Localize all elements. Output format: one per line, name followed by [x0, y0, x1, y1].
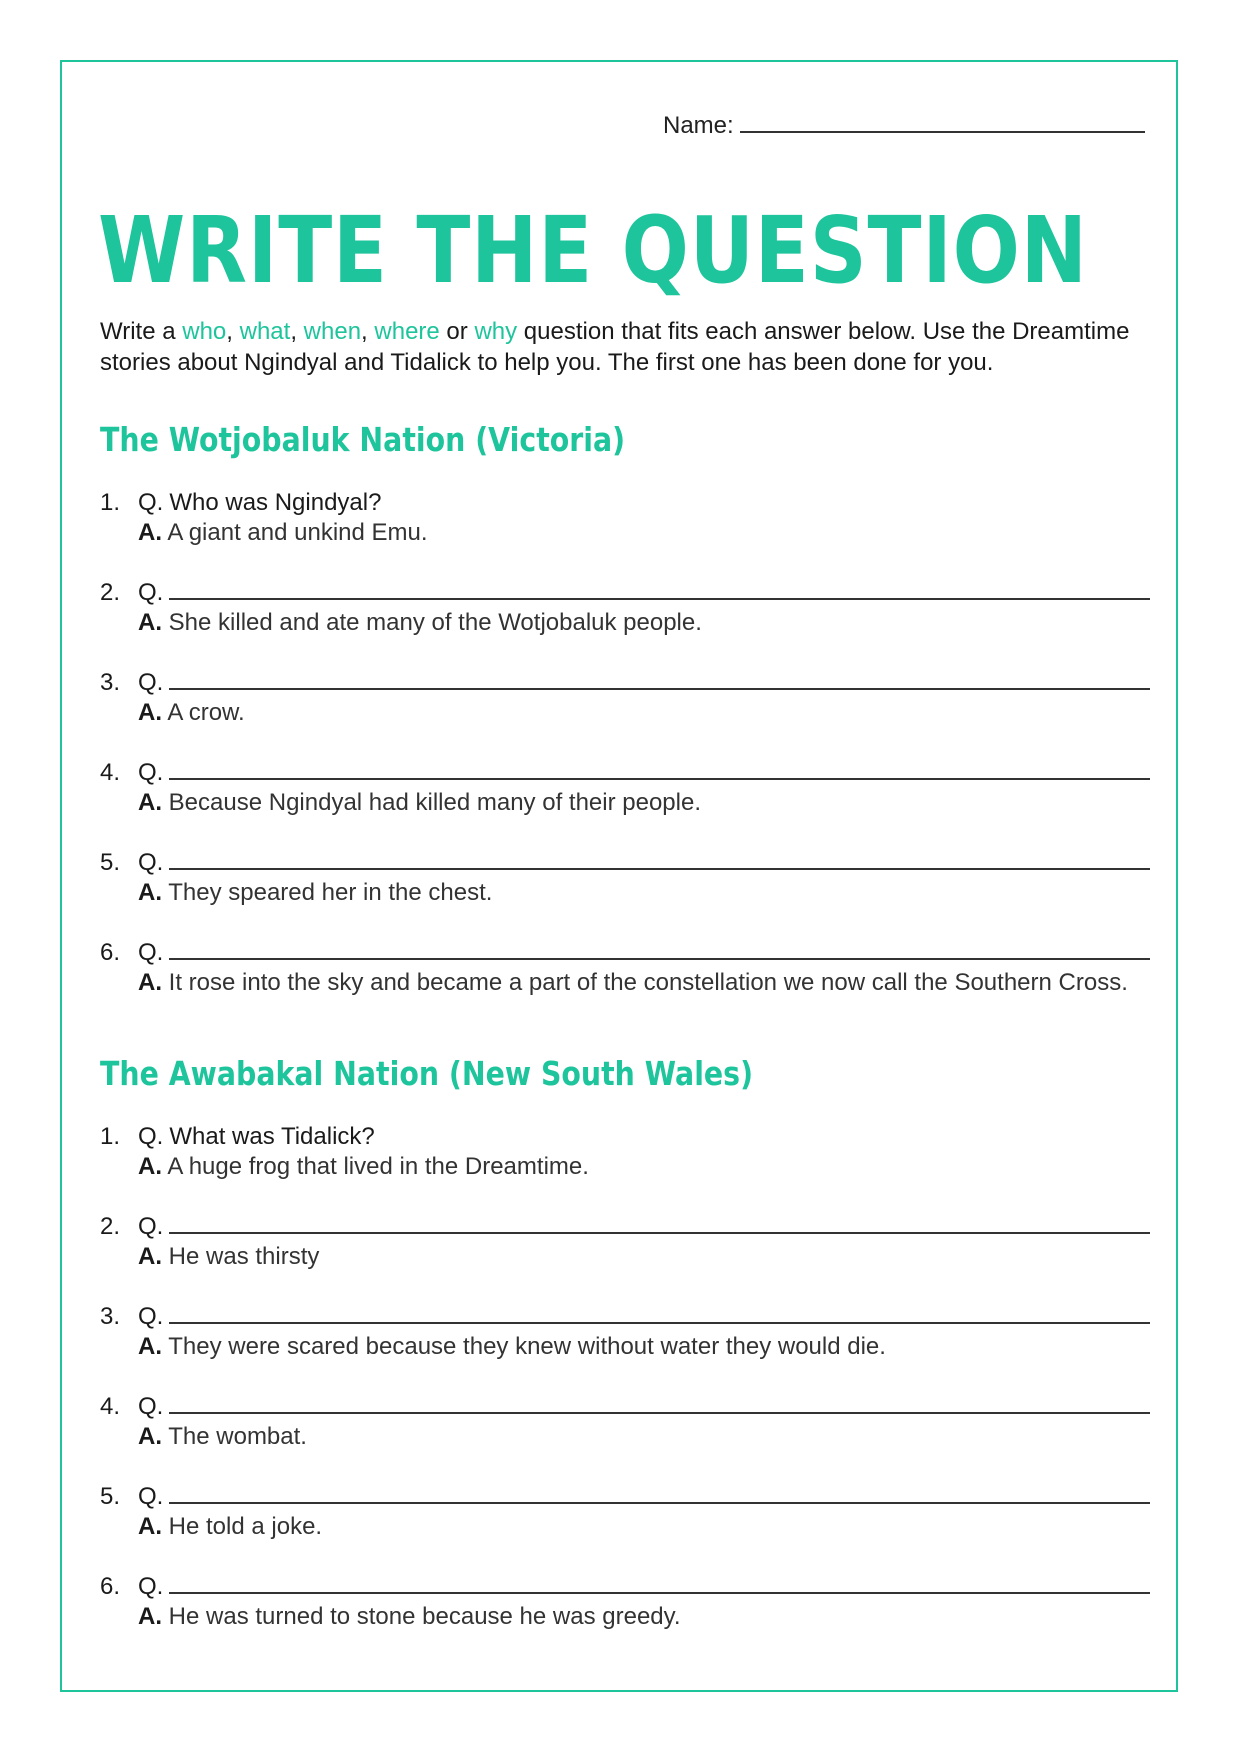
- question-item: [100, 578, 1150, 638]
- answer-label: A.: [138, 1153, 162, 1180]
- name-field[interactable]: [740, 113, 1145, 133]
- item-number: 6.: [100, 939, 121, 966]
- question-label: Q.: [138, 1393, 164, 1420]
- answer-row: [100, 1602, 1150, 1632]
- question-answer-line[interactable]: [169, 1574, 1150, 1594]
- answer-text: A crow.: [162, 699, 245, 726]
- page-title: WRITE THE QUESTION: [98, 197, 1088, 304]
- answer-row: [100, 518, 1150, 548]
- question-answer-line[interactable]: [169, 1304, 1150, 1324]
- answer-text: A huge frog that lived in the Dreamtime.: [162, 1153, 589, 1180]
- answer-label: A.: [138, 1423, 162, 1450]
- answer-row: [100, 788, 1150, 818]
- answer-row: [100, 968, 1150, 998]
- instructions-separator: ,: [290, 318, 304, 345]
- answer-text: The wombat.: [162, 1423, 307, 1450]
- instructions-separator: ,: [361, 318, 375, 345]
- answer-label: A.: [138, 1513, 162, 1540]
- answer-label: A.: [138, 1603, 162, 1630]
- question-item: [100, 1302, 1150, 1362]
- question-row: [100, 1482, 1150, 1512]
- item-number: 5.: [100, 849, 121, 876]
- question-answer-line[interactable]: [169, 580, 1150, 600]
- question-text: What was Tidalick?: [169, 1123, 375, 1150]
- keyword-where: where: [374, 318, 440, 345]
- answer-label: A.: [138, 699, 162, 726]
- answer-label: A.: [138, 969, 162, 996]
- item-number: 1.: [100, 489, 121, 516]
- question-label: Q.: [138, 1483, 164, 1510]
- answer-row: [100, 878, 1150, 908]
- question-answer-line[interactable]: [169, 670, 1150, 690]
- question-item: [100, 848, 1150, 908]
- answer-row: [100, 1332, 1150, 1362]
- answer-row: [100, 1152, 1150, 1182]
- question-item: [100, 488, 1150, 548]
- question-label: Q.: [138, 939, 164, 966]
- question-label: Q.: [138, 1213, 164, 1240]
- item-number: 2.: [100, 579, 121, 606]
- question-answer-line[interactable]: [169, 850, 1150, 870]
- name-row: [663, 112, 1145, 140]
- item-number: 3.: [100, 1303, 121, 1330]
- question-row: [100, 1572, 1150, 1602]
- question-row: [100, 488, 1150, 518]
- answer-row: [100, 1242, 1150, 1272]
- answer-label: A.: [138, 1243, 162, 1270]
- question-row: [100, 578, 1150, 608]
- question-item: [100, 938, 1150, 998]
- answer-label: A.: [138, 789, 162, 816]
- item-number: 1.: [100, 1123, 121, 1150]
- name-label: Name:: [663, 112, 734, 139]
- instructions-separator: or: [439, 318, 475, 345]
- question-answer-line[interactable]: [169, 1214, 1150, 1234]
- keyword-what: what: [239, 318, 291, 345]
- question-row: [100, 1212, 1150, 1242]
- answer-text: He was turned to stone because he was greedy.: [162, 1603, 681, 1630]
- item-number: 4.: [100, 1393, 121, 1420]
- keyword-who: who: [182, 318, 227, 345]
- question-answer-line[interactable]: [169, 1484, 1150, 1504]
- question-text: Who was Ngindyal?: [169, 489, 382, 516]
- question-item: [100, 1212, 1150, 1272]
- answer-label: A.: [138, 879, 162, 906]
- question-row: [100, 668, 1150, 698]
- answer-row: [100, 698, 1150, 728]
- question-row: [100, 1392, 1150, 1422]
- item-number: 3.: [100, 669, 121, 696]
- question-label: Q.: [138, 849, 164, 876]
- item-number: 4.: [100, 759, 121, 786]
- answer-text: They speared her in the chest.: [162, 879, 493, 906]
- answer-text: He was thirsty: [162, 1243, 320, 1270]
- keyword-why: why: [474, 318, 518, 345]
- answer-label: A.: [138, 519, 162, 546]
- question-label: Q.: [138, 1123, 164, 1150]
- question-row: [100, 758, 1150, 788]
- question-item: [100, 1482, 1150, 1542]
- question-label: Q.: [138, 1573, 164, 1600]
- keyword-when: when: [303, 318, 362, 345]
- question-answer-line[interactable]: [169, 940, 1150, 960]
- instructions-text: Write a: [100, 318, 183, 345]
- instructions: [100, 316, 1160, 378]
- section-heading: The Wotjobaluk Nation (Victoria): [100, 420, 626, 459]
- answer-text: She killed and ate many of the Wotjobaluk people.: [162, 609, 702, 636]
- item-number: 5.: [100, 1483, 121, 1510]
- question-row: [100, 938, 1150, 968]
- question-row: [100, 1302, 1150, 1332]
- question-label: Q.: [138, 489, 164, 516]
- question-label: Q.: [138, 1303, 164, 1330]
- instructions-text: question that fits each answer below. Use the Dreamtime stories about Ngindyal and Tidalick to help you. The first one has been done for you.: [100, 318, 1130, 376]
- answer-row: [100, 1512, 1150, 1542]
- answer-row: [100, 608, 1150, 638]
- question-answer-line[interactable]: [169, 760, 1150, 780]
- question-label: Q.: [138, 759, 164, 786]
- question-item: [100, 1572, 1150, 1632]
- question-row: [100, 1122, 1150, 1152]
- item-number: 6.: [100, 1573, 121, 1600]
- answer-text: He told a joke.: [162, 1513, 323, 1540]
- question-item: [100, 668, 1150, 728]
- section-heading: The Awabakal Nation (New South Wales): [100, 1054, 754, 1093]
- answer-text: A giant and unkind Emu.: [162, 519, 428, 546]
- answer-text: Because Ngindyal had killed many of their people.: [162, 789, 701, 816]
- question-item: [100, 1392, 1150, 1452]
- answer-row: [100, 1422, 1150, 1452]
- answer-label: A.: [138, 609, 162, 636]
- question-label: Q.: [138, 579, 164, 606]
- question-row: [100, 848, 1150, 878]
- question-item: [100, 758, 1150, 818]
- answer-text: It rose into the sky and became a part of the constellation we now call the Southern Cross.: [162, 969, 1128, 996]
- question-item: [100, 1122, 1150, 1182]
- answer-text: They were scared because they knew without water they would die.: [162, 1333, 886, 1360]
- instructions-separator: ,: [226, 318, 240, 345]
- answer-label: A.: [138, 1333, 162, 1360]
- question-label: Q.: [138, 669, 164, 696]
- item-number: 2.: [100, 1213, 121, 1240]
- question-answer-line[interactable]: [169, 1394, 1150, 1414]
